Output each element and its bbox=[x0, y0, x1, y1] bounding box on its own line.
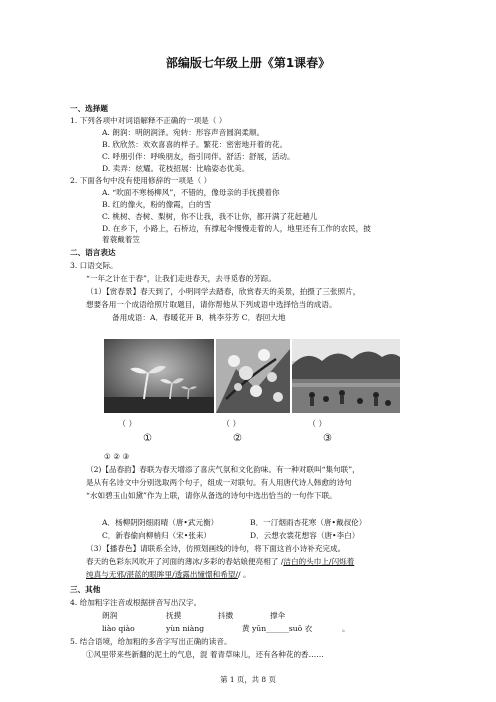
question-4-stem: 4. 给加粗字注音或根据拼音写出汉字。 bbox=[70, 598, 202, 607]
poem-text-a: 春天的色彩东风吹开了河面的薄冰/多彩的春姑娘便亮相了 / bbox=[86, 557, 284, 566]
question-2-option-a: A. “吹面不寒杨柳风”，不错的，像母亲的手抚摸着你 bbox=[102, 188, 280, 197]
photo-number-1: ① bbox=[143, 433, 152, 444]
answer-blank-photo1[interactable]: （ ） bbox=[118, 419, 137, 428]
spring-photo-blossoms bbox=[216, 339, 290, 413]
q4-pinyin-1: liào qiào bbox=[102, 624, 135, 633]
q4-pinyin-2: yùn niàng bbox=[166, 624, 205, 633]
q4-word-4: 撑伞 bbox=[270, 611, 286, 620]
question-2-option-d-cont: 着蓑戴着笠 bbox=[102, 235, 140, 244]
question-1-stem: 1. 下列各项中对词语解释不正确的一项是（ ） bbox=[70, 116, 227, 125]
question-3-part1-line2: 想要各用一个成语给照片取题目，请你帮他从下列成语中选择恰当的成语。 bbox=[86, 300, 337, 309]
question-3-stem: 3. 口语交际。 bbox=[70, 261, 118, 270]
q4-end: 。 bbox=[342, 624, 350, 633]
question-2-option-c: C. 桃树、杏树、梨树，你不让我，我不让你，都开满了花赶趟儿 bbox=[102, 212, 318, 221]
poem-underlined-b: 纯真与无邪/湛蓝的眼眸里/透露出憧憬和希望/ bbox=[86, 570, 238, 579]
page-title: 部编版七年级上册《第1课春》 bbox=[165, 56, 331, 70]
page-footer: 第 1 页，共 8 页 bbox=[220, 675, 276, 684]
q4-word-2: 抚摸 bbox=[166, 611, 182, 620]
spring-photo-landscape bbox=[292, 339, 400, 413]
question-1-option-b: B. 欣欣然：欢欢喜喜的样子。繁花：密密地开着的花。 bbox=[102, 140, 288, 149]
photo-number-2: ② bbox=[233, 433, 242, 444]
question-3-part3-line3 bbox=[86, 570, 251, 580]
question-3-part3-line2 bbox=[86, 557, 354, 567]
photo-number-row: ① ② ③ bbox=[104, 452, 130, 461]
section-heading-language: 二、语言表达 bbox=[70, 248, 116, 257]
question-3-part2-line1: （2)【品春韵】春联为春天增添了喜庆气氛和文化韵味。有一种对联叫“集句联”， bbox=[86, 465, 360, 474]
question-2-stem: 2. 下面各句中没有使用修辞的一项是（ ） bbox=[70, 176, 212, 185]
question-3-part2-line3: “水如碧玉山如黛”作为上联，请你从备选的诗句中选出恰当的一句作下联。 bbox=[86, 491, 337, 500]
question-5-sentence-1: ①风里带来些新翻的泥土的气息，混 着青草味儿，还有各种花的香…… bbox=[86, 650, 324, 659]
poem-underlined-a: 洁白的头巾上/闪烁着 bbox=[283, 557, 355, 566]
question-5-stem: 5. 结合语境，给加粗的多音字写出正确的读音。 bbox=[70, 637, 232, 646]
q4-word-1: 朗润 bbox=[102, 611, 118, 620]
q4-pinyin-3[interactable]: 黄 yūn______suō 衣 bbox=[242, 624, 313, 633]
photo-number-3: ③ bbox=[323, 433, 332, 444]
question-1-option-c: C. 呼朋引伴：呼唤朋友，指引同伴。舒活：舒展，活动。 bbox=[102, 152, 295, 161]
question-3-part1-line1: （1）【赏春景】春天到了，小明同学去踏春，欣赏春天的美景，拍摄了三张照片， bbox=[86, 287, 361, 296]
question-3-part3-line1: （3）【播春色】请联系全诗，仿照划画线的诗句，将下面这首小诗补充完成。 bbox=[86, 544, 346, 553]
answer-blank-photo2[interactable]: （ ） bbox=[222, 419, 241, 428]
poem-blank[interactable]: / 。 bbox=[237, 570, 251, 579]
question-2-option-d: D. 在乡下，小路上，石桥边，有撑起伞慢慢走着的人，地里还有工作的农民，披 bbox=[102, 224, 371, 233]
question-1-option-d: D. 卖弄：炫耀。花枝招展：比喻姿态优美。 bbox=[102, 164, 250, 173]
section-heading-choice: 一、选择题 bbox=[70, 104, 108, 113]
couplet-option-a: A．杨柳阴阴细雨晴（唐•武元衡） bbox=[102, 518, 219, 527]
q4-word-3: 抖擞 bbox=[218, 611, 234, 620]
question-2-option-b: B. 红的像火，粉的像霞，白的雪 bbox=[102, 200, 212, 209]
couplet-option-d: D．云想衣裳花想容（唐•李白） bbox=[250, 531, 360, 540]
answer-blank-photo3[interactable]: （ ） bbox=[308, 419, 327, 428]
couplet-option-c: C．新春偷向柳梢归（宋•张耒） bbox=[102, 531, 212, 540]
idiom-options: 备用成语：A．春暖花开 B．桃李芬芳 C．春回大地 bbox=[112, 313, 286, 322]
question-3-part2-line2: 是从有名诗文中分别选取两个句子，组成一对联句。有人用唐代诗人韩愈的诗句 bbox=[86, 478, 352, 487]
couplet-option-b: B．一汀烟雨杏花寒（唐•戴叔伦） bbox=[250, 518, 367, 527]
section-heading-other: 三、其他 bbox=[70, 585, 101, 594]
question-3-intro: “一年之计在于春”，让我们走进春天，去寻觅春的芳踪。 bbox=[86, 274, 277, 283]
spring-photo-sprouts bbox=[104, 339, 214, 413]
question-1-option-a: A. 朗润：明朗润泽。宛转：形容声音圆润柔顺。 bbox=[102, 128, 265, 137]
